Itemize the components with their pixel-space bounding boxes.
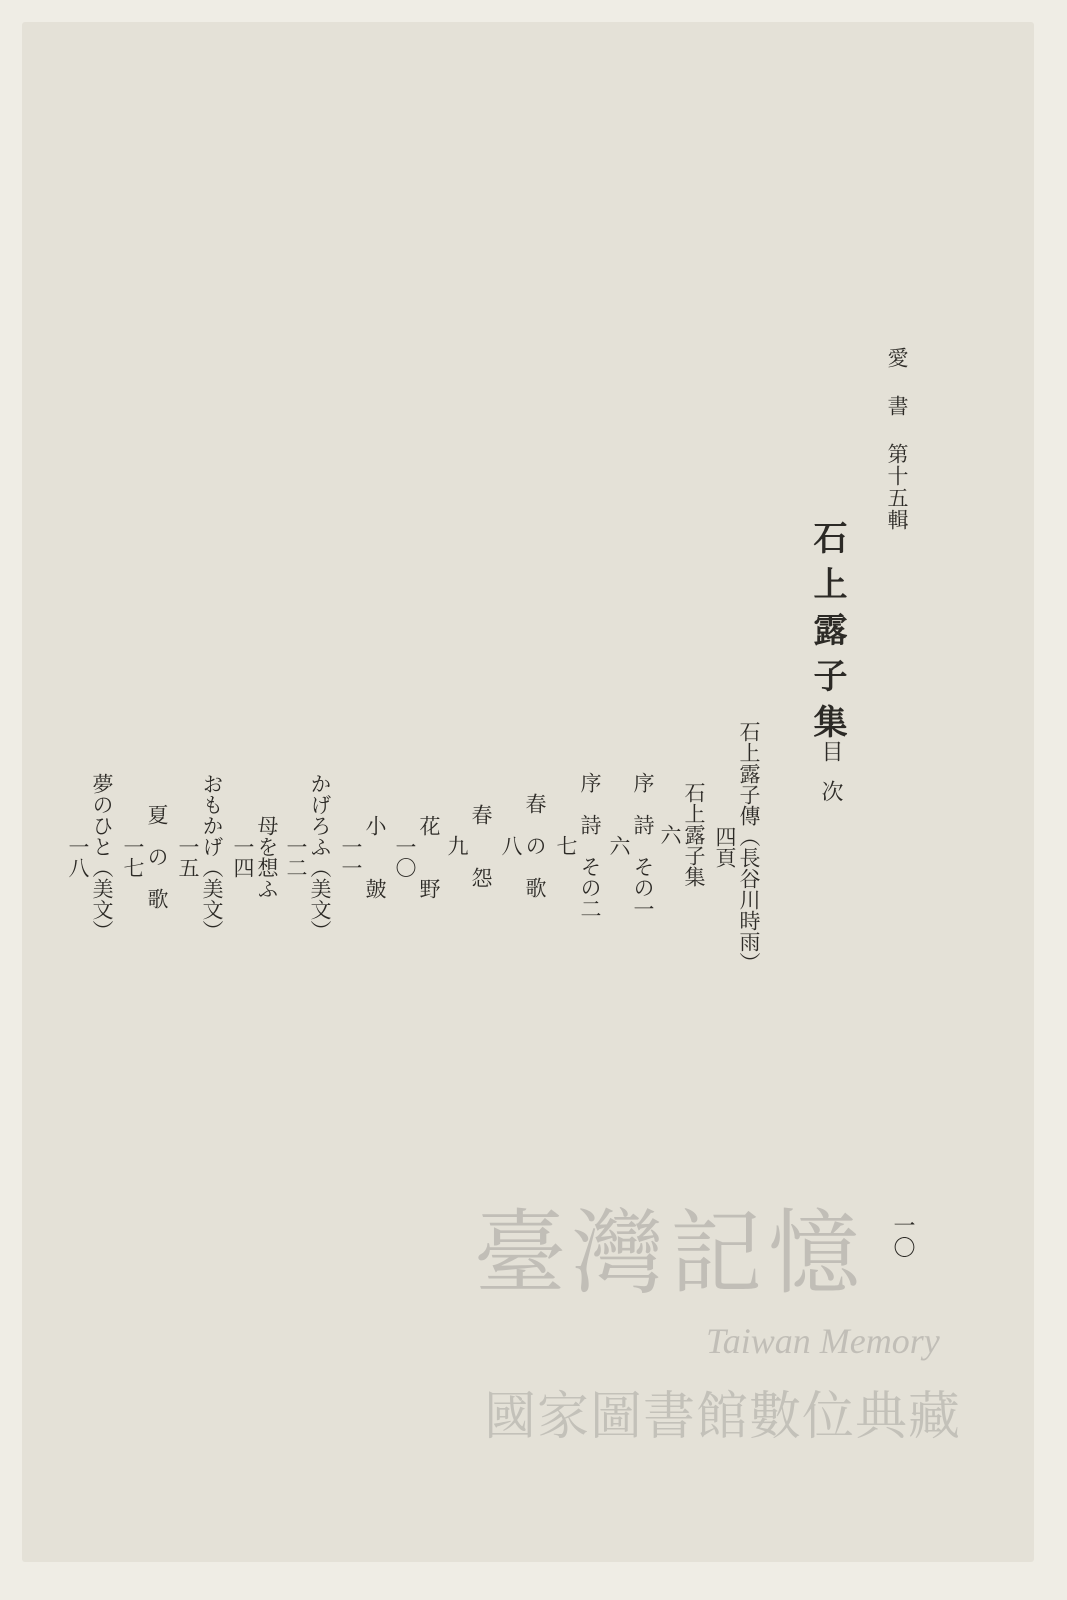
toc-page: 一〇 <box>393 835 417 878</box>
toc-title: 花 野 <box>417 814 441 899</box>
toc-page: 九 <box>445 835 469 856</box>
toc-title: 序 詩 その二 <box>578 772 602 919</box>
toc-page: 一七 <box>121 835 145 878</box>
series-label-a: 愛 <box>885 347 909 369</box>
watermark <box>474 1180 974 1447</box>
toc-title: 春 怨 <box>469 803 493 888</box>
watermark-english: Taiwan Memory <box>706 1321 940 1361</box>
toc-entry[interactable] <box>394 362 439 1351</box>
toc-title: 夏 の 歌 <box>145 804 169 909</box>
toc-entry[interactable] <box>285 362 330 1351</box>
series-label-b: 書 <box>885 395 909 417</box>
watermark-chinese: 國家圖書館數位典藏 <box>484 1387 962 1447</box>
toc-title: 小 皷 <box>363 814 387 899</box>
toc-title: かげろふ（美文） <box>308 772 332 941</box>
toc-page: 一五 <box>176 835 200 878</box>
toc-page: 七 <box>554 835 578 856</box>
toc-title: 春 の 歌 <box>523 793 547 898</box>
toc-page: 六 <box>658 824 682 845</box>
toc-page: 四頁 <box>713 826 737 868</box>
toc-title: おもかげ（美文） <box>200 772 224 941</box>
toc-page: 一一 <box>339 835 363 878</box>
book-subtitle: 目次 <box>818 740 843 820</box>
toc-entry[interactable] <box>232 362 277 1351</box>
toc-entry[interactable] <box>67 362 112 1351</box>
series-volume: 第十五輯 <box>885 443 909 531</box>
toc-title: 序 詩 その一 <box>631 772 655 919</box>
toc-entry[interactable] <box>340 362 385 1351</box>
toc-page: 六 <box>607 835 631 856</box>
toc-page: 一八 <box>66 835 90 878</box>
toc-entry[interactable] <box>122 362 167 1351</box>
toc-entry[interactable] <box>177 362 222 1351</box>
toc-page: 一二 <box>284 835 308 878</box>
book-title: 石上露子集 <box>807 520 847 750</box>
page-number: 一〇 <box>890 1214 915 1258</box>
watermark-logo: 臺灣記憶 <box>474 1200 867 1307</box>
toc-title: 石上露子傳（長谷川時雨） <box>737 721 761 973</box>
series-label <box>886 347 907 531</box>
toc-title: 母を想ふ <box>255 814 279 899</box>
toc-title: 夢のひと（美文） <box>90 772 114 941</box>
toc-title: 石上露子集 <box>682 782 706 887</box>
toc-page: 一四 <box>231 835 255 878</box>
toc-page: 八 <box>499 835 523 856</box>
